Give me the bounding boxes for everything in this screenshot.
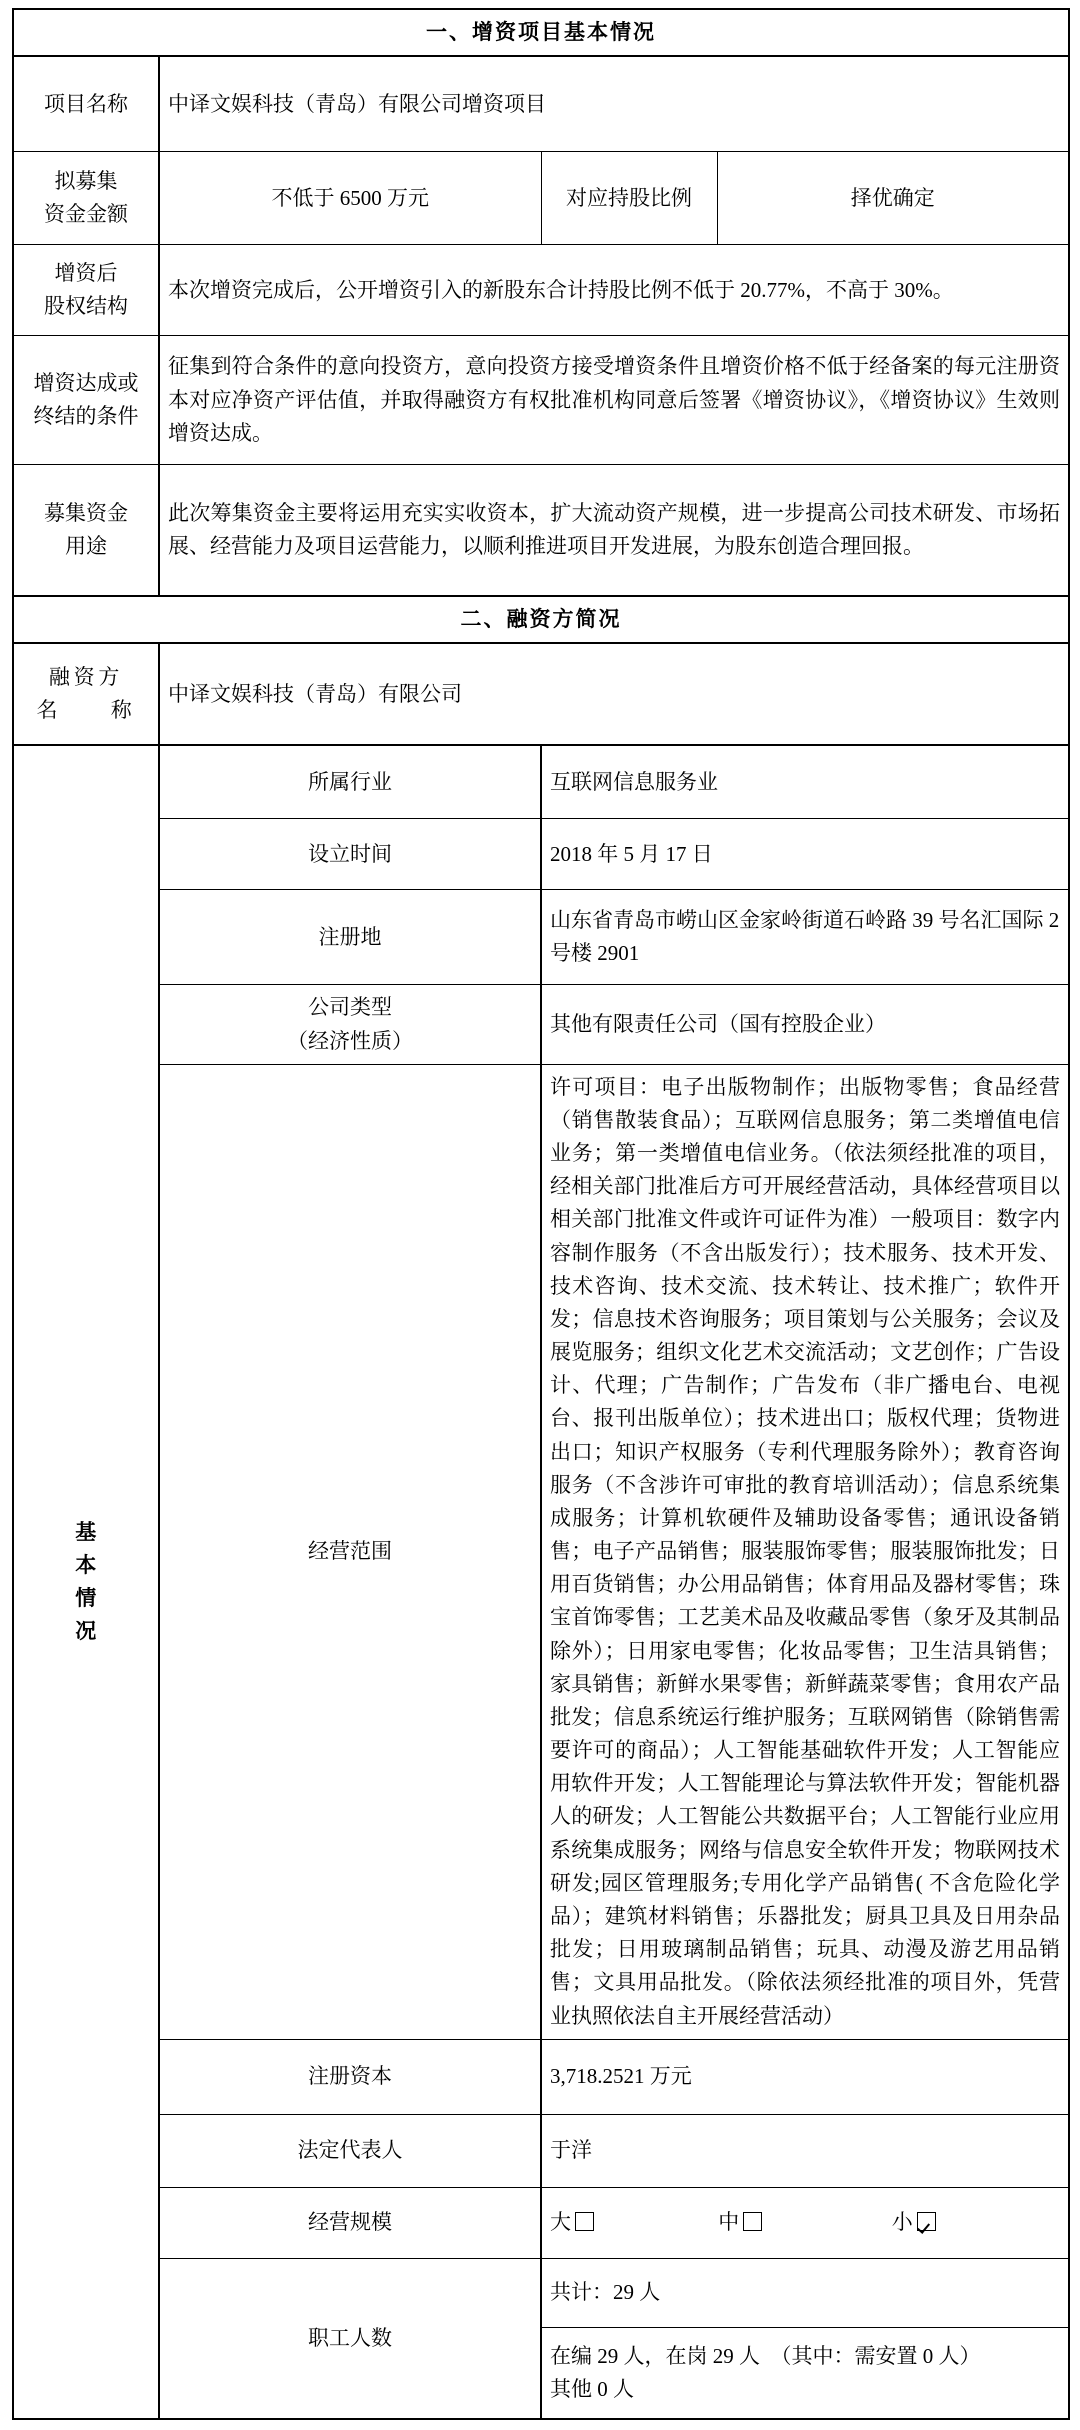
value-employee-total: 共计：29 人 — [541, 2258, 1069, 2327]
label-business-scope: 经营范围 — [159, 1064, 541, 2039]
row-legal-representative — [13, 2114, 1069, 2187]
scale-option-small-label: 小 — [891, 2210, 913, 2235]
label-use-of-funds — [13, 465, 159, 597]
scale-option-medium[interactable] — [718, 2206, 891, 2239]
row-business-scope — [13, 1064, 1069, 2039]
row-registered-capital — [13, 2039, 1069, 2114]
row-establish-date — [13, 819, 1069, 890]
label-completion-conditions — [13, 336, 159, 465]
section-2-title-row — [13, 596, 1069, 643]
value-business-scale — [541, 2187, 1069, 2258]
value-fundraising-amount: 不低于 6500 万元 — [159, 152, 541, 245]
label-use-of-funds-line1: 募集资金 — [44, 501, 128, 525]
value-equity-structure: 本次增资完成后，公开增资引入的新股东合计持股比例不低于 20.77%，不高于 30%。 — [159, 245, 1069, 336]
row-financier-name — [13, 643, 1069, 745]
financing-disclosure-table — [12, 8, 1070, 2420]
label-project-name: 项目名称 — [13, 56, 159, 152]
scale-option-small-checkbox[interactable] — [917, 2212, 936, 2231]
row-fundraising-amount — [13, 152, 1069, 245]
label-basic-info-char-3: 况 — [75, 1619, 97, 1644]
row-equity-structure — [13, 245, 1069, 336]
value-financier-name: 中译文娱科技（青岛）有限公司 — [159, 643, 1069, 745]
label-legal-representative: 法定代表人 — [159, 2114, 541, 2187]
row-employees-total — [13, 2258, 1069, 2327]
scale-option-medium-checkbox[interactable] — [743, 2212, 762, 2231]
label-equity-structure-line2: 股权结构 — [44, 294, 128, 319]
scale-option-large-checkbox[interactable] — [575, 2212, 594, 2231]
scale-option-small[interactable] — [892, 2206, 1060, 2239]
value-completion-conditions: 征集到符合条件的意向投资方，意向投资方接受增资条件且增资价格不低于经备案的每元注册资本对应净资产评估值，并取得融资方有权批准机构同意后签署《增资协议》，《增资协议》生效则增资达成。 — [159, 336, 1069, 465]
row-registered-address — [13, 890, 1069, 985]
label-registered-address: 注册地 — [159, 890, 541, 985]
label-basic-info-char-0: 基 — [75, 1519, 97, 1544]
row-industry — [13, 745, 1069, 819]
label-employee-count: 职工人数 — [159, 2258, 541, 2419]
label-basic-info — [13, 745, 159, 2418]
label-completion-conditions-line2: 终结的条件 — [33, 404, 139, 429]
value-project-name: 中译文娱科技（青岛）有限公司增资项目 — [159, 56, 1069, 152]
label-financier-name — [13, 643, 159, 745]
row-completion-conditions — [13, 336, 1069, 465]
label-financier-name-line2: 名 称 — [36, 698, 136, 723]
label-use-of-funds-line2: 用途 — [65, 534, 107, 559]
section-1-title: 一、增资项目基本情况 — [13, 9, 1069, 56]
label-basic-info-char-2: 情 — [75, 1586, 97, 1610]
value-establish-date: 2018 年 5 月 17 日 — [541, 819, 1069, 890]
label-industry: 所属行业 — [159, 745, 541, 819]
label-equity-structure-line1: 增资后 — [54, 261, 118, 285]
section-1-title-row — [13, 9, 1069, 56]
label-fundraising-amount — [13, 152, 159, 245]
label-basic-info-char-1: 本 — [75, 1552, 97, 1577]
value-use-of-funds: 此次筹集资金主要将运用充实实收资本，扩大流动资产规模，进一步提高公司技术研发、市场拓展、经营能力及项目运营能力，以顺利推进项目开发进展，为股东创造合理回报。 — [159, 465, 1069, 597]
value-registered-capital: 3,718.2521 万元 — [541, 2039, 1069, 2114]
value-legal-representative: 于洋 — [541, 2114, 1069, 2187]
label-establish-date: 设立时间 — [159, 819, 541, 890]
label-completion-conditions-line1: 增资达成或 — [33, 371, 139, 395]
row-company-type — [13, 985, 1069, 1064]
value-business-scope: 许可项目：电子出版物制作；出版物零售；食品经营（销售散装食品）；互联网信息服务；第二类增值电信业务；第一类增值电信业务。（依法须经批准的项目，经相关部门批准后方可开展经营活动，具体经营项目以相关部门批准文件或许可证件为准）一般项目：数字内容制作服务（不含出版发行）；技术服务、技术开发、技术咨询、技术交流、技术转让、技术推广；软件开发；信息技术咨询服务；项目策划与公关服务；会议及展览服务；组织文化艺术交流活动；文艺创作；广告设计、代理；广告制作；广告发布（非广播电台、电视台、报刊出版单位）；技术进出口；版权代理；货物进出口；知识产权服务（专利代理服务除外）；教育咨询服务（不含涉许可审批的教育培训活动）；信息系统集成服务；计算机软硬件及辅助设备零售；通讯设备销售；电子产品销售；服装服饰零售；服装服饰批发；日用百货销售；办公用品销售；体育用品及器材零售；珠宝首饰零售；工艺美术品及收藏品零售（象牙及其制品除外）；日用家电零售；化妆品零售；卫生洁具销售；家具销售；新鲜水果零售；新鲜蔬菜零售；食用农产品批发；信息系统运行维护服务；互联网销售（除销售需要许可的商品）；人工智能基础软件开发；人工智能应用软件开发；人工智能理论与算法软件开发；智能机器人的研发；人工智能公共数据平台；人工智能行业应用系统集成服务；网络与信息安全软件开发；物联网技术研发;园区管理服务;专用化学产品销售( 不含危险化学品）；建筑材料销售；乐器批发；厨具卫具及日用杂品批发；日用玻璃制品销售；玩具、动漫及游艺用品销售；文具用品批发。（除依法须经批准的项目外，凭营业执照依法自主开展经营活动） — [541, 1064, 1069, 2039]
value-employee-detail-line2: 其他 0 人 — [550, 2376, 634, 2401]
label-fundraising-amount-line1: 拟募集 — [54, 169, 118, 193]
label-company-type-line2: （经济性质） — [287, 1028, 413, 1053]
scale-option-large-label: 大 — [550, 2210, 571, 2235]
value-shareholding-ratio: 择优确定 — [717, 152, 1069, 245]
label-financier-name-line1: 融资方 — [48, 665, 124, 690]
row-business-scale — [13, 2187, 1069, 2258]
value-employee-detail-line1: 在编 29 人，在岗 29 人 （其中：需安置 0 人） — [550, 2343, 981, 2368]
section-2-title: 二、融资方简况 — [13, 596, 1069, 643]
value-industry: 互联网信息服务业 — [541, 745, 1069, 819]
scale-option-large[interactable] — [550, 2206, 718, 2239]
value-company-type: 其他有限责任公司（国有控股企业） — [541, 985, 1069, 1064]
label-equity-structure — [13, 245, 159, 336]
scale-option-medium-label: 中 — [718, 2210, 740, 2235]
row-use-of-funds — [13, 465, 1069, 597]
label-registered-capital: 注册资本 — [159, 2039, 541, 2114]
label-fundraising-amount-line2: 资金金额 — [44, 202, 128, 227]
value-employee-detail — [541, 2327, 1069, 2419]
label-shareholding-ratio: 对应持股比例 — [541, 152, 717, 245]
label-business-scale: 经营规模 — [159, 2187, 541, 2258]
row-project-name — [13, 56, 1069, 152]
value-registered-address: 山东省青岛市崂山区金家岭街道石岭路 39 号名汇国际 2 号楼 2901 — [541, 890, 1069, 985]
label-company-type — [159, 985, 541, 1064]
label-company-type-line1: 公司类型 — [308, 995, 392, 1020]
